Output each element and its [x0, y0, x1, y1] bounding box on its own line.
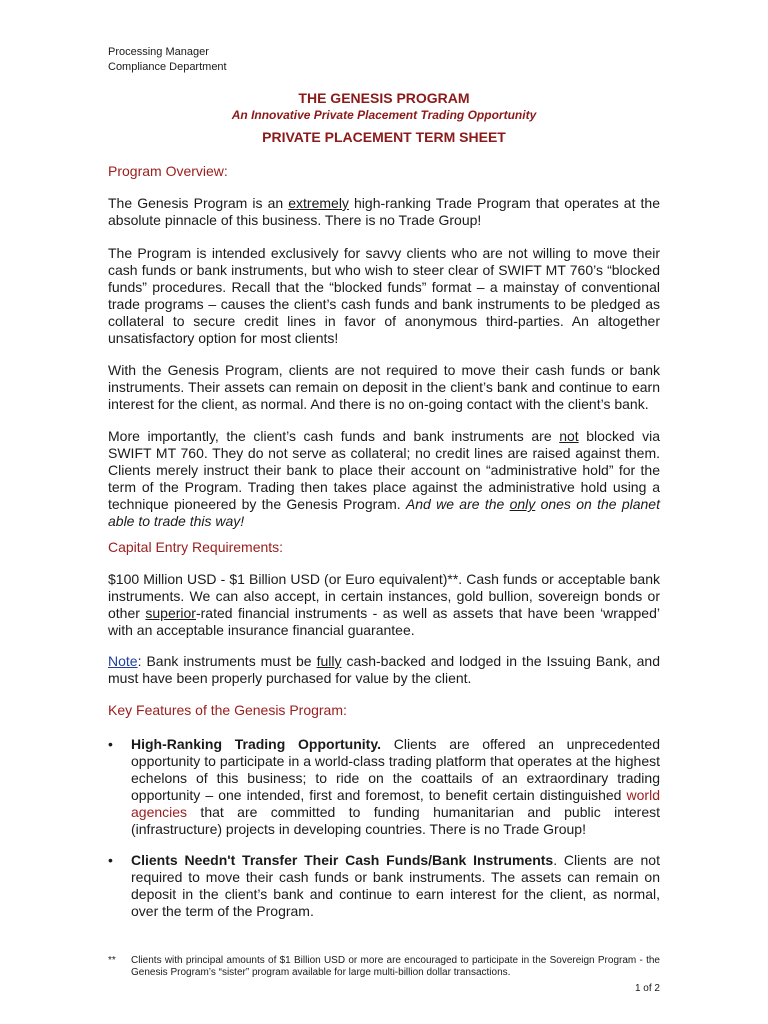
page-number: 1 of 2 — [634, 983, 660, 994]
text-run-italic-underlined: only — [509, 496, 536, 512]
footnote — [108, 955, 660, 979]
document-tagline: An Innovative Private Placement Trading Opportunity — [231, 108, 537, 122]
header-recipient: Processing Manager — [108, 46, 209, 58]
text-run: blocked via SWIFT MT 760. They do not serve as collateral; no credit lines are raised against them. Clients merely instruct their bank to place their account on “administrative hold” for the term of the Program. Trading then takes place against the administrative hold using a technique pioneered by the Genesis Program. — [108, 428, 660, 512]
text-run-underlined: superior — [145, 605, 196, 621]
bullet-title: High-Ranking Trading Opportunity. — [131, 736, 381, 752]
bullet-title: Clients Needn't Transfer Their Cash Funds/Bank Instruments — [131, 852, 554, 868]
document-subtitle: PRIVATE PLACEMENT TERM SHEET — [262, 129, 506, 145]
overview-paragraph-1 — [108, 195, 660, 229]
letter-header — [108, 45, 227, 75]
feature-bullet-1 — [108, 736, 660, 838]
note-label: Note — [108, 653, 138, 669]
text-run-underlined: fully — [316, 653, 342, 669]
capital-note — [108, 653, 660, 687]
overview-paragraph-2: The Program is intended exclusively for savvy clients who are not willing to move their cash funds or bank instruments, but who wish to steer clear of SWIFT MT 760’s “blocked funds” procedures. Recall that the “blocked funds” format – a mainstay of conventional trade programs – causes the client’s cash funds and bank instruments to be pledged as collateral to secure credit lines in favor of anonymous third-parties. An altogether unsatisfactory option for most clients! — [108, 245, 660, 346]
section-heading-features: Key Features of the Genesis Program: — [108, 702, 347, 718]
overview-paragraph-4 — [108, 428, 660, 530]
text-run-underlined: extremely — [288, 195, 349, 211]
text-run: The Genesis Program is an — [108, 195, 289, 211]
section-heading-capital: Capital Entry Requirements: — [108, 539, 284, 555]
bullet-text — [131, 852, 660, 920]
text-run-italic: And we are the — [405, 496, 510, 512]
header-department: Compliance Department — [108, 61, 227, 73]
bullet-text — [131, 736, 660, 838]
overview-paragraph-3: With the Genesis Program, clients are not required to move their cash funds or bank instruments. Their assets can remain on deposit in the client’s bank and continue to earn interest for the client, as normal. And there is no on-going contact with the client’s bank. — [108, 362, 660, 412]
text-run: . Clients are not required to move their cash funds or bank instruments. The assets can remain on deposit in the client’s bank and continue to earn interest for the client, as normal, over the term of the Program. — [131, 852, 660, 919]
bullet-marker: • — [108, 736, 113, 752]
text-run: Clients are offered an unprecedented opportunity to participate in a world-class trading platform that operates at the highest echelons of this business; to ride on the coattails of an extraordinary trading opportunity – one intended, first and foremost, to benefit certain distinguished — [131, 736, 661, 803]
section-heading-overview: Program Overview: — [108, 163, 228, 179]
text-run: that are committed to funding humanitarian and public interest (infrastructure) projects in developing countries. There is no Trade Group! — [131, 804, 660, 837]
document-title: THE GENESIS PROGRAM — [298, 90, 470, 106]
text-run-italic: ones on the planet able to trade this way! — [108, 496, 660, 529]
text-run: More importantly, the client’s cash funds and bank instruments are — [108, 428, 560, 444]
text-run: $100 Million USD - $1 Billion USD (or Euro equivalent)**. Cash funds or acceptable bank instruments. We can also accept, in certain instances, gold bullion, sovereign bonds or other — [108, 571, 660, 621]
footnote-text: Clients with principal amounts of $1 Billion USD or more are encouraged to participate in the Sovereign Program - the Genesis Program’s “sister” program available for large multi-billion dollar transactions. — [131, 955, 660, 978]
text-run: -rated financial instruments - as well as assets that have been ‘wrapped’ with an acceptable insurance financial guarantee. — [108, 605, 660, 638]
text-run-underlined: not — [559, 428, 579, 444]
footnote-marker: ** — [108, 955, 116, 966]
text-run: cash-backed and lodged in the Issuing Bank, and must have been properly purchased for value by the client. — [108, 653, 660, 686]
text-run: high-ranking Trade Program that operates at the absolute pinnacle of this business. There is no Trade Group! — [108, 195, 660, 228]
text-run: : Bank instruments must be — [137, 653, 317, 669]
feature-bullet-2 — [108, 852, 660, 920]
text-run-highlighted: world agencies — [131, 787, 660, 820]
capital-paragraph — [108, 571, 660, 639]
bullet-marker: • — [108, 852, 113, 868]
